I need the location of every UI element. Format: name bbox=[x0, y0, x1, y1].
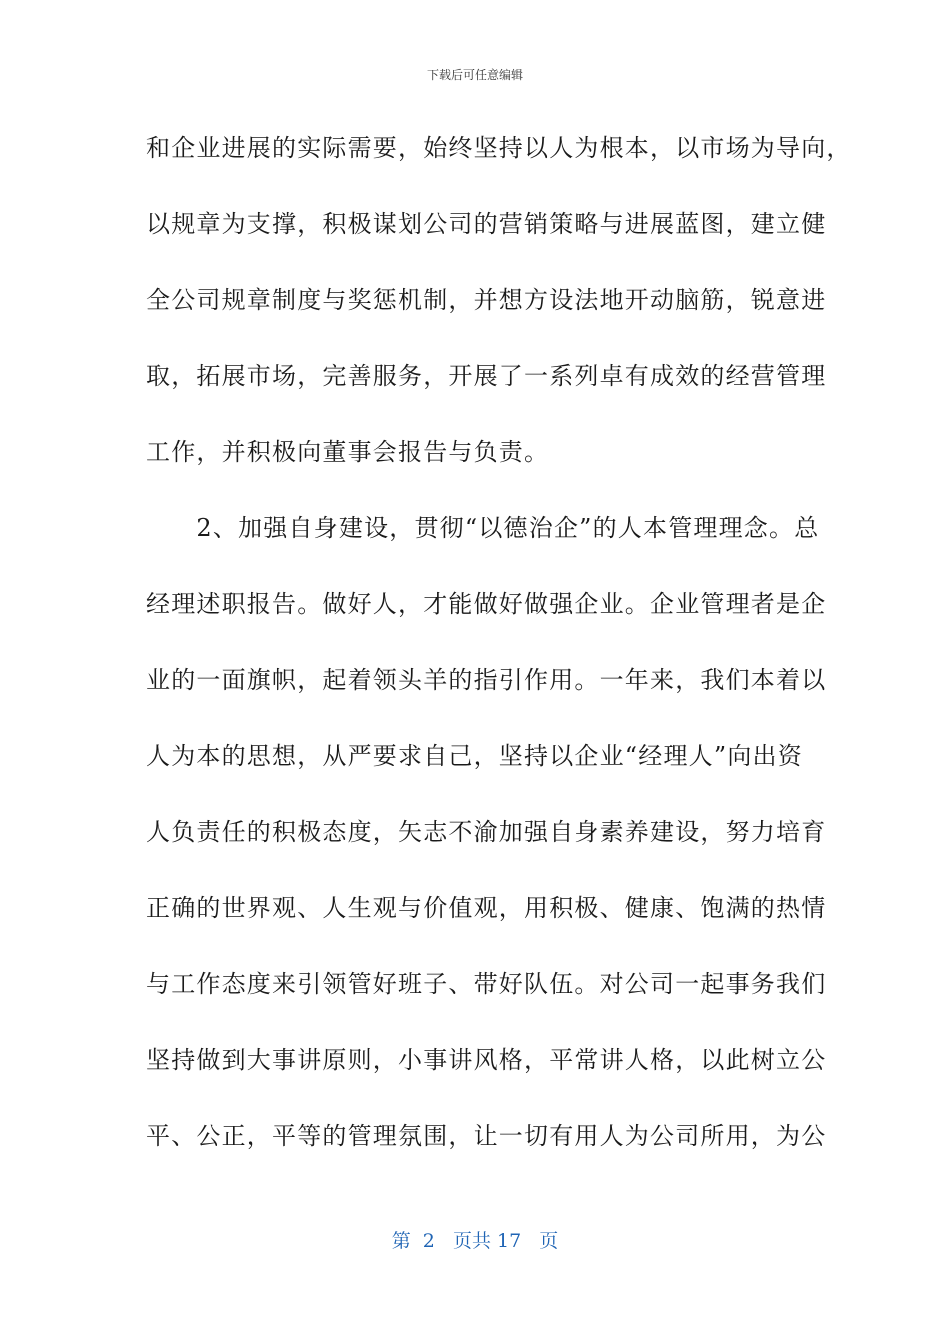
text-line: 与工作态度来引领管好班子、带好队伍。对公司一起事务我们 bbox=[146, 970, 827, 998]
text-line: 工作，并积极向董事会报告与负责。 bbox=[146, 438, 550, 466]
page-number-footer: 第 2 页共 17 页 bbox=[391, 1230, 559, 1252]
text-line: 取，拓展市场，完善服务，开展了一系列卓有成效的经营管理 bbox=[146, 362, 827, 390]
text-line: 人负责任的积极态度，矢志不渝加强自身素养建设，努力培育 bbox=[146, 818, 827, 846]
text-line: 全公司规章制度与奖惩机制，并想方设法地开动脑筋，锐意进 bbox=[146, 286, 827, 314]
text-line: 2、加强自身建设，贯彻“以德治企”的人本管理理念。总 bbox=[146, 514, 820, 542]
text-line: 以规章为支撑，积极谋划公司的营销策略与进展蓝图，建立健 bbox=[146, 210, 827, 238]
text-line: 和企业进展的实际需要，始终坚持以人为根本，以市场为导向， bbox=[146, 134, 852, 162]
text-line: 业的一面旗帜，起着领头羊的指引作用。一年来，我们本着以 bbox=[146, 666, 827, 694]
text-line: 人为本的思想，从严要求自己，坚持以企业“经理人”向出资 bbox=[146, 742, 803, 770]
text-line: 正确的世界观、人生观与价值观，用积极、健康、饱满的热情 bbox=[146, 894, 827, 922]
text-line: 经理述职报告。做好人，才能做好做强企业。企业管理者是企 bbox=[146, 590, 827, 618]
text-line: 坚持做到大事讲原则，小事讲风格，平常讲人格，以此树立公 bbox=[146, 1046, 827, 1074]
text-line: 平、公正，平等的管理氛围，让一切有用人为公司所用，为公 bbox=[146, 1122, 827, 1150]
page-header: 下载后可任意编辑 bbox=[426, 68, 523, 82]
document-body bbox=[146, 124, 852, 1188]
